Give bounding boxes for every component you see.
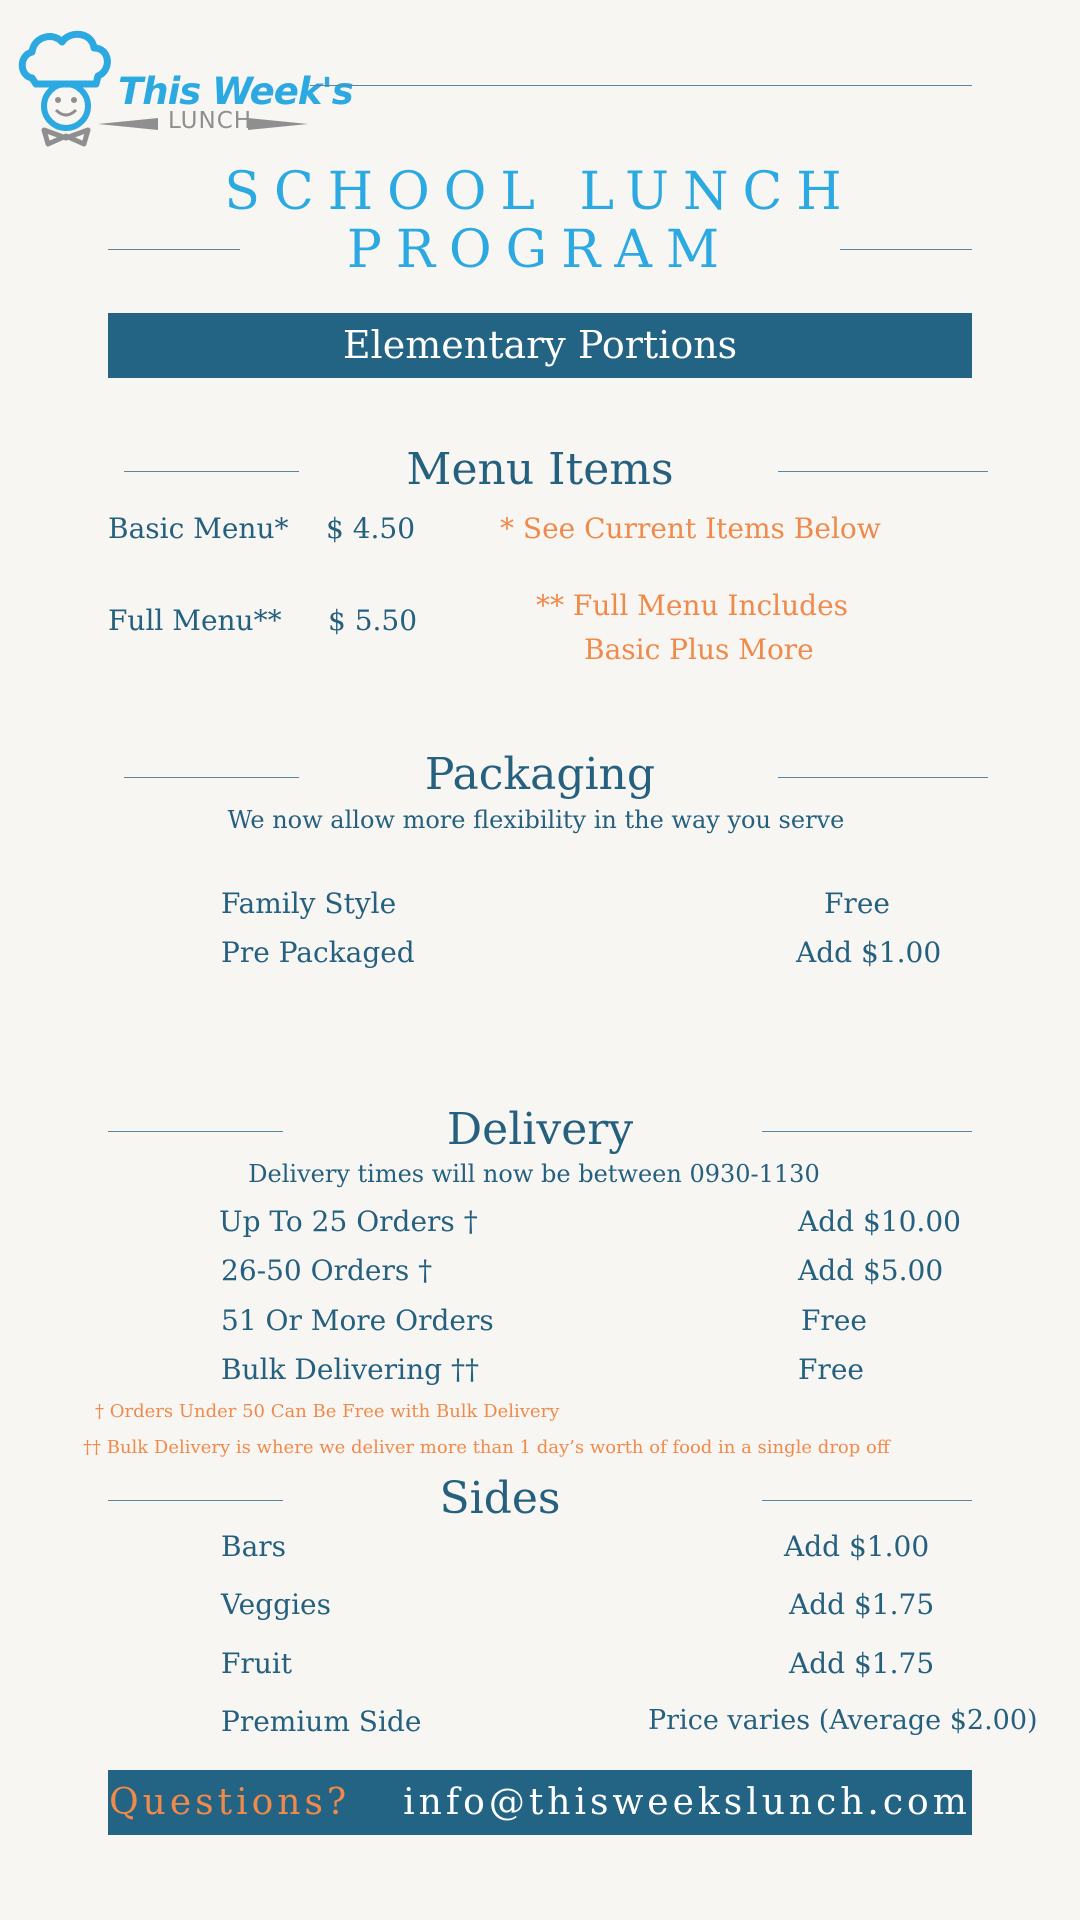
contact-email-link[interactable]: info@thisweekslunch.com (403, 1782, 971, 1823)
menu-rule-right (778, 471, 988, 472)
packaging-item-price: Free (824, 887, 890, 920)
delivery-footnote: † Orders Under 50 Can Be Free with Bulk Delivery (95, 1401, 560, 1422)
side-item-price: Price varies (Average $2.00) (648, 1705, 1038, 1736)
menu-rule-left (124, 471, 299, 472)
delivery-item-name: Up To 25 Orders † (219, 1205, 478, 1238)
packaging-rule-left (124, 777, 299, 778)
full-menu-note-line2: Basic Plus More (584, 633, 814, 666)
delivery-rule-left (108, 1131, 283, 1132)
delivery-item-name: 51 Or More Orders (221, 1304, 494, 1337)
delivery-heading: Delivery (446, 1104, 634, 1155)
page-title-line2: PROGRAM (346, 220, 734, 280)
delivery-item-price: Free (798, 1353, 864, 1386)
menu-item-name: Full Menu** (108, 604, 282, 637)
packaging-heading: Packaging (424, 749, 656, 800)
packaging-subtitle: We now allow more flexibility in the way you serve (227, 806, 845, 834)
logo-lunch-text: LUNCH (168, 108, 253, 134)
side-item-price: Add $1.00 (784, 1530, 930, 1563)
page-title-line1: SCHOOL LUNCH (224, 162, 856, 222)
delivery-item-price: Add $5.00 (798, 1254, 944, 1287)
side-item-name: Fruit (221, 1647, 293, 1680)
packaging-item-name: Family Style (221, 887, 397, 920)
side-item-name: Premium Side (221, 1705, 422, 1738)
menu-item-price: $ 4.50 (326, 512, 416, 545)
side-item-price: Add $1.75 (789, 1647, 935, 1680)
delivery-item-name: Bulk Delivering †† (221, 1353, 479, 1386)
questions-label: Questions? (109, 1782, 351, 1823)
full-menu-note-line1: ** Full Menu Includes (536, 589, 849, 622)
sides-heading: Sides (439, 1473, 561, 1524)
side-item-price: Add $1.75 (789, 1588, 935, 1621)
packaging-item-price: Add $1.00 (796, 936, 942, 969)
menu-heading: Menu Items (406, 444, 674, 495)
delivery-item-name: 26-50 Orders † (221, 1254, 433, 1287)
title-rule-right (840, 249, 972, 250)
portions-banner: Elementary Portions (108, 313, 972, 378)
delivery-rule-right (762, 1131, 972, 1132)
delivery-item-price: Add $10.00 (798, 1205, 961, 1238)
delivery-subtitle: Delivery times will now be between 0930-1130 (248, 1160, 820, 1188)
title-rule-left (108, 249, 240, 250)
packaging-rule-right (778, 777, 988, 778)
basic-menu-note: * See Current Items Below (500, 512, 881, 545)
packaging-item-name: Pre Packaged (221, 936, 415, 969)
logo-script-text: This Week's (118, 70, 353, 113)
contact-footer (108, 1770, 972, 1835)
side-item-name: Bars (221, 1530, 287, 1563)
delivery-item-price: Free (801, 1304, 867, 1337)
sides-rule-left (108, 1500, 283, 1501)
sides-rule-right (762, 1500, 972, 1501)
menu-item-name: Basic Menu* (108, 512, 289, 545)
logo (18, 26, 353, 150)
header-rule (310, 85, 972, 86)
side-item-name: Veggies (221, 1588, 331, 1621)
menu-item-price: $ 5.50 (328, 604, 418, 637)
delivery-footnote: †† Bulk Delivery is where we deliver more than 1 day’s worth of food in a single drop off (83, 1437, 890, 1458)
